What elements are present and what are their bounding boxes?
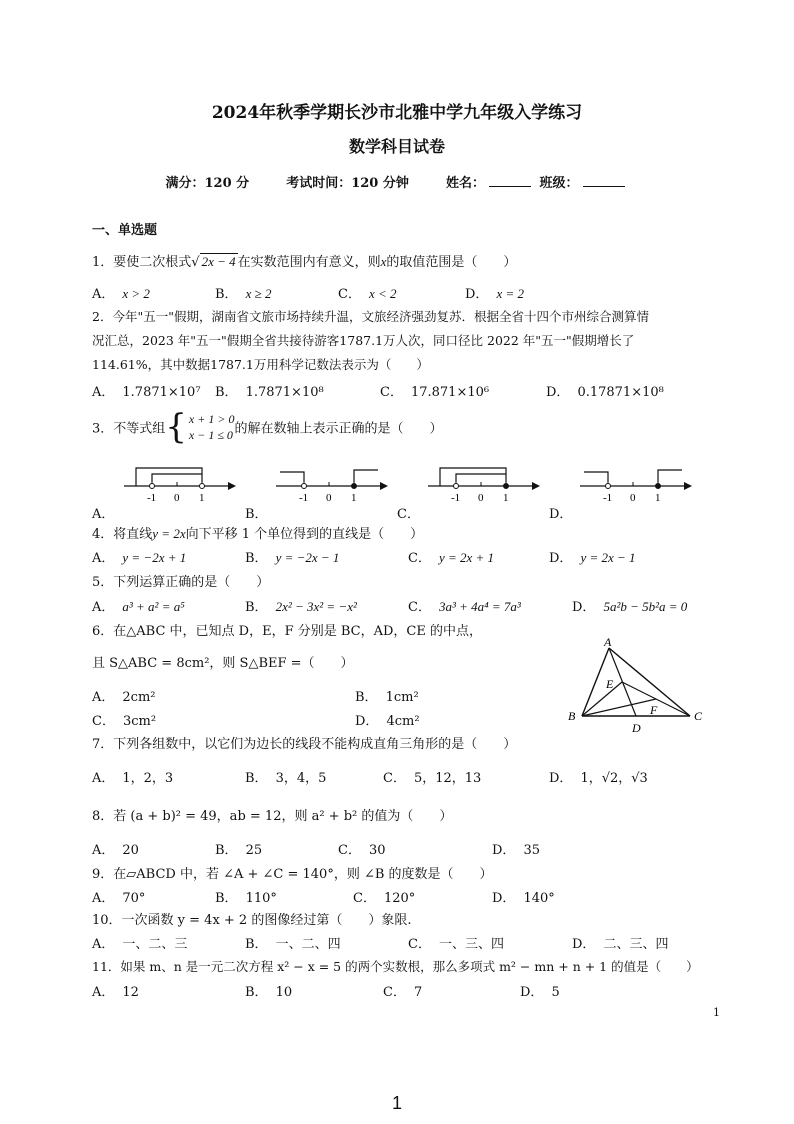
exam-subtitle: 数学科目试卷 [348,137,445,156]
option-text: x < 2 [368,286,397,301]
q1-option-a[interactable] [92,283,150,302]
option-text: 4cm² [386,714,420,729]
q6-line-2: 且 S△ABC = 8cm²，则 S△BEF =（ ） [92,656,354,671]
q6-option-d[interactable] [355,710,420,729]
option-text: 110° [245,891,277,906]
q2-option-b[interactable] [215,381,324,400]
inequality-system [189,411,235,443]
question-8: 8．若 (a + b)² = 49，ab = 12，则 a² + b² 的值为（ ） [92,809,453,824]
tick-label: 1 [351,492,357,504]
option-text: x ≥ 2 [245,286,272,301]
tick-label: 0 [174,492,180,504]
q1-option-c[interactable] [338,283,397,302]
option-letter: B． [245,937,268,952]
q9-option-c[interactable] [353,887,415,906]
class-blank[interactable] [583,186,625,187]
q2-line-2: 况汇总，2023 年"五一"假期全省共接待游客1787.1万人次，同口径比 2022 年"五一"假期增长了 [92,333,635,348]
tick-label: -1 [451,492,461,504]
option-letter: D． [355,714,379,729]
numberline-a [120,462,240,504]
option-letter: B． [245,985,268,1000]
option-letter: B． [245,551,268,566]
option-letter: D． [549,551,573,566]
tick-label: 0 [478,492,484,504]
q1-stem-b: 在实数范围内有意义，则 [237,255,381,270]
q7-option-d[interactable] [549,767,648,786]
option-text: 0.17871×10⁸ [577,385,664,400]
tick-label: -1 [603,492,613,504]
option-letter: C． [408,600,431,615]
q2-option-c[interactable] [380,381,489,400]
tick-label: 0 [630,492,636,504]
option-text: 二、三、四 [603,937,669,952]
triangle-figure [566,636,716,738]
full-score: 满分：120 分 [165,176,250,191]
q6-option-c[interactable] [92,710,156,729]
option-text: 5，12，13 [413,771,482,786]
option-text: 17.871×10⁶ [410,385,490,400]
q9-option-b[interactable] [215,887,277,906]
option-letter: D． [572,937,596,952]
segment-bf [582,699,656,716]
tick-label: -1 [147,492,157,504]
option-text: 5a²b − 5b²a = 0 [603,599,688,614]
q1-radicand: 2x − 4 [201,254,236,269]
q7-option-b[interactable] [245,767,326,786]
q2-line-3: 114.61%，其中数据1787.1万用科学记数法表示为（ ） [92,357,429,372]
option-letter: B． [215,891,238,906]
point-label-f: F [650,703,658,717]
option-letter: C． [383,985,406,1000]
option-text: 3，4，5 [275,771,327,786]
vertex-label-a: A [604,636,612,649]
point-label-d: D [632,721,641,735]
q5-option-c[interactable] [408,596,521,615]
numberline-d [576,462,696,504]
option-text: 3cm² [122,714,157,729]
option-text: 20 [122,843,139,858]
option-letter: A． [92,551,115,566]
option-letter: D． [520,985,544,1000]
option-text: a³ + a² = a⁵ [122,599,185,614]
q9-option-d[interactable] [492,887,555,906]
page-number-large: 1 [391,1093,402,1113]
option-text: x = 2 [496,286,524,301]
q10-option-d[interactable] [572,933,668,952]
question-10: 10．一次函数 y = 4x + 2 的图像经过第（ ）象限. [92,913,412,928]
option-letter: D． [549,771,573,786]
q3-stem-b: 的解在数轴上表示正确的是（ ） [234,421,443,437]
q3-option-c[interactable]: C． [397,507,420,522]
q1-stem-c: 的取值范围是（ ） [386,255,517,270]
exam-title: 2024年秋季学期长沙市北雅中学九年级入学练习 [211,103,583,123]
q6-option-b[interactable] [355,686,419,705]
class-label: 班级： [539,176,579,191]
option-letter: A． [92,287,115,302]
system-brace: { [165,407,187,447]
sqrt-symbol: √ [191,255,200,270]
option-text: x > 2 [122,286,150,301]
option-letter: B． [245,771,268,786]
option-letter: C． [383,771,406,786]
tick-label: 0 [326,492,332,504]
side-ab [582,648,609,716]
option-letter: C． [408,551,431,566]
option-text: 2x² − 3x² = −x² [275,599,357,614]
q4-stem-a: 4．将直线 [92,527,153,542]
option-letter: C． [92,714,115,729]
numberline-b [272,462,392,504]
q10-option-c[interactable] [408,933,504,952]
q2-option-a[interactable] [92,381,201,400]
option-text: 1.7871×10⁸ [245,385,324,400]
tick-label: -1 [299,492,309,504]
exam-time: 考试时间：120 分钟 [286,176,409,191]
option-text: 5 [551,985,560,1000]
option-text: 1，2，3 [122,771,174,786]
q1-stem-a: 1．要使二次根式 [92,255,192,270]
point-label-e: E [606,677,614,691]
q9-option-a[interactable] [92,887,145,906]
question-3 [92,407,443,447]
question-7: 7．下列各组数中，以它们为边长的线段不能构成直角三角形的是（ ） [92,737,517,752]
option-letter: D． [572,600,596,615]
q11-option-b[interactable] [245,981,292,1000]
q4-option-d[interactable] [549,547,636,566]
option-letter: A． [92,937,115,952]
q4-option-a[interactable] [92,547,186,566]
q5-option-b[interactable] [245,596,357,615]
q8-option-c[interactable] [338,839,386,858]
q3-option-a[interactable]: A． [92,507,115,522]
option-letter: C． [408,937,431,952]
option-text: 7 [413,985,423,1000]
inequality-1: x + 1 > 0 [188,412,235,426]
option-letter: A． [92,985,115,1000]
option-letter: D． [492,891,516,906]
option-text: 25 [245,843,263,858]
option-letter: B． [215,843,238,858]
question-5: 5．下列运算正确的是（ ） [92,575,270,590]
option-letter: A． [92,385,115,400]
option-letter: D． [465,287,489,302]
q8-option-d[interactable] [492,839,540,858]
q4-option-b[interactable] [245,547,339,566]
option-text: 70° [122,891,146,906]
option-text: 一、二、三 [122,937,188,952]
option-text: 一、二、四 [275,937,341,952]
q3-option-b[interactable]: B． [245,507,268,522]
exam-info [0,172,794,191]
option-letter: A． [92,771,115,786]
option-letter: C． [338,843,361,858]
q11-option-a[interactable] [92,981,139,1000]
q8-option-a[interactable] [92,839,139,858]
q4-equation: y = 2x [152,526,186,541]
option-letter: B． [215,385,238,400]
option-letter: D． [492,843,516,858]
option-text: y = 2x + 1 [438,550,495,565]
name-label: 姓名： [445,176,485,191]
option-letter: A． [92,891,115,906]
q8-option-b[interactable] [215,839,262,858]
option-letter: A． [92,600,115,615]
q11-option-c[interactable] [383,981,422,1000]
name-blank[interactable] [489,186,531,187]
option-text: 1，√2，√3 [580,771,648,786]
q11-option-d[interactable] [520,981,560,1000]
option-letter: C． [353,891,376,906]
q2-option-d[interactable] [546,381,664,400]
question-1 [92,251,516,270]
option-text: 2cm² [122,690,156,705]
option-text: y = 2x − 1 [580,550,636,565]
option-text: y = −2x + 1 [122,550,187,565]
option-text: 1cm² [385,690,419,705]
q10-option-b[interactable] [245,933,341,952]
q7-option-c[interactable] [383,767,481,786]
option-text: 30 [368,843,386,858]
page-number-small: 1 [713,1006,720,1019]
tick-label: 1 [199,492,205,504]
option-letter: B． [215,287,238,302]
question-9: 9．在▱ABCD 中，若 ∠A + ∠C = 140°，则 ∠B 的度数是（ ） [92,867,493,882]
question-4 [92,523,423,542]
option-text: 一、三、四 [438,937,504,952]
option-letter: B． [245,600,268,615]
question-11: 11．如果 m、n 是一元二次方程 x² − x = 5 的两个实数根，那么多项式 m² − mn + n + 1 的值是（ ） [92,959,699,974]
q7-option-a[interactable] [92,767,173,786]
option-letter: D． [546,385,570,400]
q5-option-a[interactable] [92,596,185,615]
q6-option-a[interactable] [92,686,155,705]
vertex-label-b: B [568,709,576,723]
q6-line-1: 6．在△ABC 中，已知点 D，E，F 分别是 BC，AD，CE 的中点， [92,624,482,639]
q4-stem-b: 向下平移 1 个单位得到的直线是（ ） [185,527,424,542]
q5-option-d[interactable] [572,596,687,615]
option-text: 3a³ + 4a⁴ = 7a³ [438,599,521,614]
section-heading: 一、单选题 [92,223,158,238]
option-letter: A． [92,690,115,705]
option-text: 140° [523,891,555,906]
tick-label: 1 [655,492,661,504]
inequality-2: x − 1 ≤ 0 [188,428,233,442]
tick-label: 1 [503,492,509,504]
option-letter: A． [92,843,115,858]
q1-var: x [380,254,387,269]
q3-option-d[interactable]: D． [549,507,573,522]
option-text: 1.7871×10⁷ [122,385,201,400]
q1-option-b[interactable] [215,283,271,302]
option-text: y = −2x − 1 [275,550,340,565]
option-letter: B． [355,690,378,705]
option-letter: C． [380,385,403,400]
numberline-c [424,462,544,504]
option-text: 35 [523,843,540,858]
option-text: 120° [383,891,416,906]
option-letter: C． [338,287,361,302]
q1-option-d[interactable] [465,283,524,302]
option-text: 10 [275,985,293,1000]
q3-stem-a: 3．不等式组 [92,421,166,437]
q10-option-a[interactable] [92,933,187,952]
q2-line-1: 2．今年"五一"假期，湖南省文旅市场持续升温，文旅经济强劲复苏．根据全省十四个市州综合测算情 [92,309,649,324]
vertex-label-c: C [694,709,703,723]
q4-option-c[interactable] [408,547,494,566]
option-text: 12 [122,985,139,1000]
